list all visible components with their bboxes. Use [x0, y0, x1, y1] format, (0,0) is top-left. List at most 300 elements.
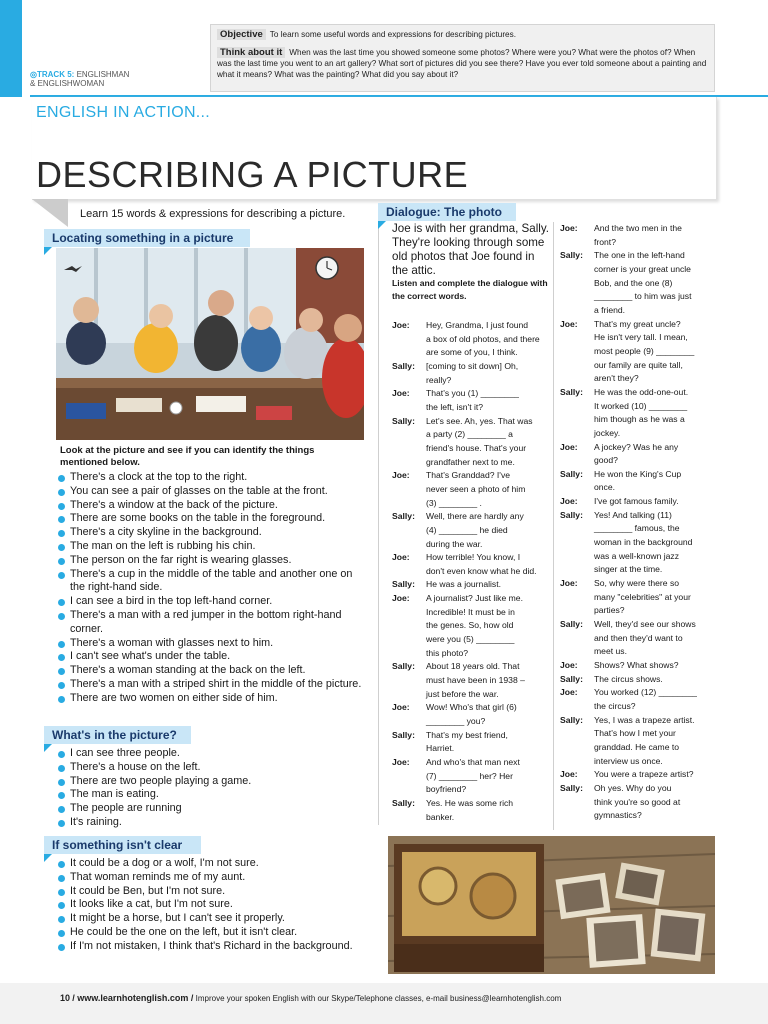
dialogue-line	[392, 524, 550, 538]
list-item-text: There are some books on the table in the foreground.	[70, 512, 326, 525]
bullet-icon	[58, 944, 65, 951]
list-item	[58, 898, 358, 912]
list-item	[58, 761, 358, 775]
dialogue-text: (3) ________ .	[426, 497, 482, 508]
list-item-text: There's a woman with glasses next to him.	[70, 636, 274, 649]
list-item	[58, 678, 364, 692]
list-item	[58, 568, 364, 596]
whats-list	[58, 747, 358, 830]
list-item-text: There's a woman standing at the back on the left.	[70, 664, 306, 677]
dialogue-text: Wow! Who's that girl (6)	[426, 702, 517, 713]
list-item-text: There's a house on the left.	[70, 760, 201, 773]
dialogue-line	[392, 333, 550, 347]
dialogue-line	[560, 263, 718, 277]
dialogue-column-1	[392, 319, 550, 824]
dialogue-line	[392, 688, 550, 702]
dialogue-text: A journalist? Just like me.	[426, 593, 523, 604]
dialogue-text: a party (2) ________ a	[426, 429, 513, 440]
dialogue-text: (4) ________ he died	[426, 524, 508, 535]
dialogue-text: meet us.	[594, 646, 627, 657]
dialogue-text: grandfather next to me.	[426, 456, 515, 467]
speaker-label: Sally:	[560, 468, 583, 479]
dialogue-text: never seen a photo of him	[426, 483, 526, 494]
bullet-icon	[58, 530, 65, 537]
dialogue-line	[560, 550, 718, 564]
bullet-icon	[58, 696, 65, 703]
speaker-label: Joe:	[392, 552, 410, 563]
dialogue-text: really?	[426, 374, 452, 385]
bullet-icon	[58, 654, 65, 661]
dialogue-text: And who's that man next	[426, 757, 520, 767]
speaker-label: Joe:	[560, 496, 578, 507]
list-item	[58, 912, 358, 926]
objective-text: To learn some useful words and expressions for describing pictures.	[269, 30, 516, 39]
dialogue-line	[560, 386, 718, 400]
footer-bar	[0, 983, 768, 1024]
list-item-text: The man on the left is rubbing his chin.	[70, 539, 256, 552]
dialogue-text: the left, isn't it?	[426, 401, 484, 412]
dialogue-line	[560, 796, 718, 810]
heading-flag	[44, 854, 52, 862]
list-item-text: There's a man with a red jumper in the bottom right-hand corner.	[70, 608, 342, 635]
objective-row	[217, 29, 708, 40]
dialogue-text: once.	[594, 482, 616, 493]
dialogue-line	[560, 400, 718, 414]
dialogue-line	[392, 483, 550, 497]
speaker-label: Sally:	[560, 782, 583, 793]
dialogue-text: think you're so good at	[594, 796, 681, 807]
list-item	[58, 540, 364, 554]
dialogue-line	[392, 442, 550, 456]
bullet-icon	[58, 930, 65, 937]
list-item	[58, 554, 364, 568]
footer-promo: Improve your spoken English with our Skype/Telephone classes, e-mail business@learnhotenglish.com	[195, 994, 562, 1003]
dialogue-line	[392, 619, 550, 633]
dialogue-text: the genes. So, how old	[426, 620, 514, 631]
bullet-icon	[58, 668, 65, 675]
dialogue-text: don't even know what he did.	[426, 565, 537, 576]
speaker-label: Joe:	[392, 320, 410, 330]
dialogue-line	[560, 632, 718, 646]
photo-caption: Look at the picture and see if you can identify the things mentioned below.	[60, 445, 315, 468]
dialogue-line	[560, 809, 718, 823]
bullet-icon	[58, 820, 65, 827]
dialogue-line	[392, 701, 550, 715]
list-item	[58, 885, 358, 899]
dialogue-line	[392, 606, 550, 620]
heading-flag	[44, 744, 52, 752]
dialogue-line	[560, 290, 718, 304]
dialogue-text: Oh yes. Why do you	[594, 782, 672, 793]
dialogue-line	[560, 727, 718, 741]
list-item	[58, 499, 364, 513]
dialogue-text: are some of you, I think.	[426, 347, 518, 358]
dialogue-line	[560, 331, 718, 345]
dialogue-heading: Dialogue: The photo	[378, 203, 516, 221]
list-item-text: That woman reminds me of my aunt.	[70, 870, 246, 883]
dialogue-text: our family are quite tall,	[594, 359, 683, 370]
speaker-label: Sally:	[560, 386, 583, 397]
bullet-icon	[58, 751, 65, 758]
dialogue-text: He was the odd-one-out.	[594, 386, 689, 397]
dialogue-text: ________ to him was just	[594, 291, 692, 302]
think-label: Think about it	[217, 47, 285, 58]
dialogue-line	[560, 563, 718, 577]
speaker-label: Joe:	[392, 593, 410, 604]
dialogue-text: You were a trapeze artist?	[594, 769, 694, 780]
bullet-icon	[58, 599, 65, 606]
speaker-label: Joe:	[392, 757, 410, 767]
dialogue-text: That's how I met your	[594, 728, 676, 739]
dialogue-line	[560, 700, 718, 714]
dialogue-text: during the war.	[426, 538, 483, 549]
dialogue-line	[392, 360, 550, 374]
dialogue-line	[560, 645, 718, 659]
dialogue-text: Well, they'd see our shows	[594, 619, 696, 630]
dialogue-text: ________ you?	[426, 716, 486, 727]
list-item-text: It could be Ben, but I'm not sure.	[70, 884, 226, 897]
list-item	[58, 650, 364, 664]
dialogue-line	[392, 401, 550, 415]
bullet-icon	[58, 682, 65, 689]
dialogue-line	[392, 551, 550, 565]
dialogue-line	[560, 222, 718, 236]
list-item	[58, 775, 358, 789]
dialogue-line	[560, 522, 718, 536]
dialogue-text: (7) ________ her? Her	[426, 770, 513, 781]
dialogue-line	[392, 319, 550, 333]
dialogue-text: boyfriend?	[426, 784, 467, 795]
dialogue-text: Yes! And talking (11)	[594, 509, 672, 520]
dialogue-text: That's you (1) ________	[426, 388, 519, 399]
dialogue-line	[392, 578, 550, 592]
speaker-label: Joe:	[560, 660, 578, 670]
speaker-label: Sally:	[560, 250, 583, 261]
speaker-label: Joe:	[392, 702, 410, 713]
speaker-label: Sally:	[560, 714, 583, 725]
list-item-text: The man is eating.	[70, 788, 159, 801]
list-item-text: There's a man with a striped shirt in the middle of the picture.	[70, 677, 362, 690]
dialogue-column-2	[560, 222, 718, 823]
list-item	[58, 802, 358, 816]
dialogue-line	[560, 495, 718, 509]
bullet-icon	[58, 558, 65, 565]
dialogue-line	[392, 729, 550, 743]
dialogue-line	[560, 441, 718, 455]
dialogue-line	[560, 413, 718, 427]
bullet-icon	[58, 489, 65, 496]
list-item-text: You can see a pair of glasses on the table at the front.	[70, 484, 328, 497]
track-info	[30, 70, 129, 88]
dialogue-line	[560, 359, 718, 373]
bullet-icon	[58, 503, 65, 510]
dialogue-text: just before the war.	[426, 688, 499, 699]
dialogue-text: He isn't very tall. I mean,	[594, 332, 688, 343]
speaker-label: Joe:	[560, 578, 578, 589]
dialogue-text: granddad. He came to	[594, 741, 680, 752]
dialogue-line	[560, 277, 718, 291]
dialogue-line	[392, 374, 550, 388]
dialogue-line	[392, 565, 550, 579]
list-item-text: It might be a horse, but I can't see it properly.	[70, 912, 285, 925]
dialogue-text: the circus?	[594, 700, 636, 711]
dialogue-text: That's my great uncle?	[594, 318, 681, 329]
list-item	[58, 871, 358, 885]
dialogue-line	[560, 236, 718, 250]
bullet-icon	[58, 889, 65, 896]
bullet-icon	[58, 516, 65, 523]
speaker-label: Sally:	[392, 797, 415, 808]
dialogue-line	[560, 427, 718, 441]
dialogue-line	[392, 783, 550, 797]
list-item	[58, 664, 364, 678]
dialogue-text: Bob, and the one (8)	[594, 277, 673, 288]
dialogue-line	[392, 387, 550, 401]
dialogue-text: woman in the background	[594, 537, 693, 548]
dialogue-text: must have been in 1938 –	[426, 675, 525, 686]
dialogue-text: And the two men in the	[594, 223, 682, 233]
dialogue-line	[560, 782, 718, 796]
dialogue-text: and then they'd want to	[594, 632, 683, 643]
bullet-icon	[58, 641, 65, 648]
dialogue-text: A jockey? Was he any	[594, 441, 679, 452]
dialogue-text: I've got famous family.	[594, 496, 679, 507]
speaker-label: Joe:	[392, 470, 410, 481]
list-item-text: I can't see what's under the table.	[70, 650, 231, 663]
objective-box	[210, 24, 715, 92]
dialogue-text: Yes, I was a trapeze artist.	[594, 714, 695, 725]
list-item-text: There are two people playing a game.	[70, 774, 252, 787]
dialogue-line	[392, 797, 550, 811]
footer-site-link[interactable]: / www.learnhotenglish.com /	[72, 993, 194, 1003]
dialogue-line	[392, 756, 550, 770]
unclear-list	[58, 857, 358, 954]
dialogue-text: Incredible! It must be in	[426, 606, 515, 617]
dialogue-text: ________ famous, the	[594, 523, 680, 534]
dialogue-text: [coming to sit down] Oh,	[426, 360, 519, 371]
dialogue-line	[560, 481, 718, 495]
column-divider	[553, 222, 554, 830]
bullet-icon	[58, 806, 65, 813]
list-item-text: There are two women on either side of him.	[70, 691, 278, 704]
list-item-text: I can see a bird in the top left-hand corner.	[70, 595, 273, 608]
bullet-icon	[58, 916, 65, 923]
list-item	[58, 637, 364, 651]
dialogue-line	[560, 591, 718, 605]
dialogue-line	[560, 686, 718, 700]
dialogue-line	[560, 673, 718, 687]
dialogue-instruction: Listen and complete the dialogue with the correct words.	[392, 278, 548, 301]
bullet-icon	[58, 792, 65, 799]
track-text-1: ENGLISHMAN	[76, 70, 130, 79]
dialogue-line	[560, 304, 718, 318]
list-item	[58, 485, 364, 499]
dialogue-line	[560, 249, 718, 263]
list-item	[58, 609, 364, 637]
list-item-text: There's a city skyline in the background.	[70, 526, 262, 539]
speaker-label: Sally:	[392, 511, 415, 522]
speaker-label: Sally:	[560, 619, 583, 630]
dialogue-line	[392, 770, 550, 784]
speaker-label: Sally:	[392, 729, 415, 740]
dialogue-text: About 18 years old. That	[426, 661, 520, 672]
list-item-text: If I'm not mistaken, I think that's Richard in the background.	[70, 939, 353, 952]
dialogue-text: a friend.	[594, 304, 626, 315]
bullet-icon	[58, 902, 65, 909]
bullet-icon	[58, 613, 65, 620]
dialogue-line	[392, 510, 550, 524]
dialogue-text: singer at the time.	[594, 564, 663, 575]
dialogue-line	[560, 536, 718, 550]
dialogue-text: Shows? What shows?	[594, 660, 679, 670]
list-item-text: There's a clock at the top to the right.	[70, 471, 248, 483]
bullet-icon	[58, 544, 65, 551]
dialogue-text: was a well-known jazz	[594, 550, 680, 561]
dialogue-text: Well, there are hardly any	[426, 511, 524, 522]
dialogue-line	[392, 742, 550, 756]
locating-list	[58, 471, 364, 706]
list-item-text: There's a cup in the middle of the table and another one on the right-hand side.	[70, 567, 353, 594]
list-item	[58, 788, 358, 802]
list-item-text: There's a window at the back of the picture.	[70, 498, 278, 511]
think-row	[217, 47, 708, 80]
dialogue-line	[560, 755, 718, 769]
dialogue-text: gymnastics?	[594, 810, 642, 821]
dialogue-text: front?	[594, 236, 616, 247]
speaker-label: Joe:	[560, 318, 578, 329]
dialogue-line	[392, 660, 550, 674]
list-item-text: The person on the far right is wearing glasses.	[70, 553, 292, 566]
list-item	[58, 512, 364, 526]
list-item-text: He could be the one on the left, but it isn't clear.	[70, 925, 298, 938]
list-item	[58, 471, 364, 485]
speaker-label: Sally:	[392, 661, 415, 672]
dialogue-line	[392, 592, 550, 606]
dialogue-text: It worked (10) ________	[594, 400, 688, 411]
dialogue-line	[392, 415, 550, 429]
accent-bar	[0, 0, 22, 97]
heading-flag	[378, 221, 386, 229]
dialogue-line	[560, 577, 718, 591]
speaker-label: Sally:	[392, 415, 415, 426]
title-fold	[32, 199, 68, 227]
dialogue-text: corner is your great uncle	[594, 263, 691, 274]
dialogue-line	[560, 372, 718, 386]
list-item	[58, 926, 358, 940]
dialogue-line	[560, 618, 718, 632]
page-title: DESCRIBING A PICTURE	[36, 154, 469, 195]
track-icon: ◎	[30, 70, 37, 79]
dialogue-line	[560, 604, 718, 618]
locating-heading: Locating something in a picture	[44, 229, 250, 247]
dialogue-text: jockey.	[594, 427, 621, 438]
dialogue-text: He won the King's Cup	[594, 468, 682, 479]
dialogue-text: parties?	[594, 605, 625, 616]
dialogue-line	[560, 454, 718, 468]
dialogue-text: most people (9) ________	[594, 345, 695, 356]
speaker-label: Joe:	[392, 388, 410, 399]
unclear-heading: If something isn't clear	[44, 836, 201, 854]
dialogue-text: this photo?	[426, 647, 469, 658]
bullet-icon	[58, 765, 65, 772]
dialogue-text: The one in the left-hand	[594, 250, 685, 261]
speaker-label: Joe:	[560, 223, 578, 233]
dialogue-text: him though as he was a	[594, 414, 685, 425]
dialogue-text: Let's see. Ah, yes. That was	[426, 415, 533, 426]
bullet-icon	[58, 875, 65, 882]
dialogue-line	[560, 741, 718, 755]
dialogue-line	[560, 509, 718, 523]
list-item-text: It's raining.	[70, 815, 122, 828]
dialogue-line	[392, 346, 550, 360]
speaker-label: Sally:	[392, 579, 415, 590]
dialogue-text: That's my best friend,	[426, 729, 508, 740]
list-item	[58, 595, 364, 609]
dialogue-text: friend's house. That's your	[426, 442, 527, 453]
list-item	[58, 692, 364, 706]
list-item-text: It could be a dog or a wolf, I'm not sure.	[70, 857, 259, 869]
dialogue-line	[560, 468, 718, 482]
dialogue-line	[392, 497, 550, 511]
dialogue-line	[392, 633, 550, 647]
dialogue-text: So, why were there so	[594, 578, 680, 589]
dialogue-line	[392, 428, 550, 442]
dialogue-line	[392, 538, 550, 552]
dialogue-line	[392, 647, 550, 661]
dialogue-text: good?	[594, 455, 618, 466]
whats-heading: What's in the picture?	[44, 726, 191, 744]
dialogue-line	[560, 345, 718, 359]
objective-label: Objective	[217, 29, 266, 40]
speaker-label: Sally:	[560, 509, 583, 520]
dialogue-line	[560, 659, 718, 673]
dialogue-line	[560, 714, 718, 728]
list-item	[58, 857, 358, 871]
dialogue-text: many "celebrities" at your	[594, 591, 691, 602]
speaker-label: Joe:	[560, 441, 578, 452]
list-item-text: It looks like a cat, but I'm not sure.	[70, 898, 233, 911]
dialogue-text: He was a journalist.	[426, 579, 501, 590]
dialogue-text: were you (5) ________	[426, 634, 515, 645]
bullet-icon	[58, 572, 65, 579]
bullet-icon	[58, 475, 65, 482]
dialogue-text: Yes. He was some rich	[426, 797, 514, 808]
dialogue-text: aren't they?	[594, 373, 639, 384]
bullet-icon	[58, 861, 65, 868]
think-text: When was the last time you showed someone some photos? Where were you? What were the photos of? When was the last time you went to an art gallery? What sort of pictures did you see there? Have you ever told someone about a painting and what it means? What was the painting? What did you say about it?	[217, 48, 707, 79]
column-divider	[378, 205, 379, 825]
dialogue-text: You worked (12) ________	[594, 687, 697, 698]
bullet-icon	[58, 779, 65, 786]
list-item	[58, 816, 358, 830]
list-item-text: The people are running	[70, 802, 182, 815]
old-photos-picture	[388, 836, 715, 974]
dialogue-line	[560, 768, 718, 782]
dialogue-text: interview us once.	[594, 755, 663, 766]
list-item-text: I can see three people.	[70, 747, 180, 759]
dialogue-line	[392, 674, 550, 688]
dialogue-text: How terrible! You know, I	[426, 552, 521, 563]
speaker-label: Joe:	[560, 769, 578, 780]
dialogue-line	[392, 469, 550, 483]
footer-text	[60, 993, 561, 1003]
dialogue-line	[392, 456, 550, 470]
dialogue-intro: Joe is with her grandma, Sally. They're looking through some old photos that Joe found in the attic.	[392, 222, 550, 277]
dialogue-text: Hey, Grandma, I just found	[426, 320, 529, 330]
heading-flag	[44, 247, 52, 255]
meeting-photo	[56, 248, 364, 440]
speaker-label: Sally:	[392, 360, 415, 371]
